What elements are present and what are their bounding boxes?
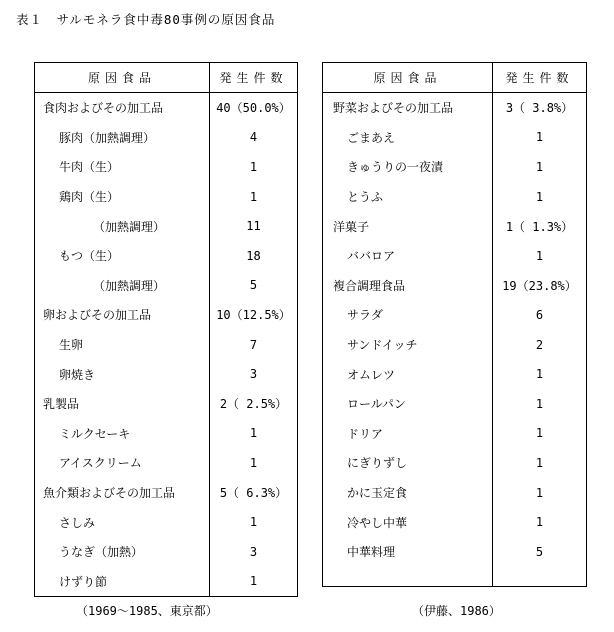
table-row (323, 478, 587, 508)
table-row (323, 507, 587, 537)
left-count-cell: 3 (210, 359, 298, 389)
left-food-cell: 卵焼き (35, 359, 210, 389)
right-count-cell: 5 (493, 537, 587, 567)
right-count-cell: 1 (493, 419, 587, 449)
right-count-cell: 1 (493, 359, 587, 389)
left-food-cell: 牛肉（生） (35, 152, 210, 182)
right-table (322, 62, 587, 587)
table-row (323, 152, 587, 182)
right-header-count: 発生件数 (493, 63, 587, 93)
left-table (34, 62, 298, 597)
left-count-cell: 7 (210, 330, 298, 360)
left-count-cell: 18 (210, 241, 298, 271)
right-food-cell: 洋菓子 (323, 211, 493, 241)
right-food-cell: にぎりずし (323, 448, 493, 478)
left-count-cell: 40（50.0%） (210, 93, 298, 123)
table-row (35, 211, 298, 241)
right-food-cell: ドリア (323, 419, 493, 449)
table-row (323, 359, 587, 389)
right-food-cell: とうふ (323, 182, 493, 212)
right-food-cell: 野菜およびその加工品 (323, 93, 493, 123)
table-row (35, 93, 298, 123)
table-row (323, 211, 587, 241)
table-row (35, 448, 298, 478)
table-row (35, 271, 298, 301)
left-count-cell: 1 (210, 507, 298, 537)
left-count-cell: 5（ 6.3%） (210, 478, 298, 508)
left-food-cell: 豚肉（加熱調理） (35, 123, 210, 153)
empty-cell (493, 567, 587, 587)
left-food-cell: 生卵 (35, 330, 210, 360)
right-table-body (323, 93, 587, 587)
right-count-cell: 1 (493, 241, 587, 271)
left-food-cell: 乳製品 (35, 389, 210, 419)
source-period-note: （1969～1985、東京都） (76, 604, 218, 618)
left-count-cell: 1 (210, 448, 298, 478)
table-row (323, 93, 587, 123)
right-food-cell: 複合調理食品 (323, 271, 493, 301)
right-count-cell: 2 (493, 330, 587, 360)
left-count-cell: 2（ 2.5%） (210, 389, 298, 419)
table-row (35, 330, 298, 360)
left-food-cell: （加熱調理） (35, 211, 210, 241)
right-count-cell: 19（23.8%） (493, 271, 587, 301)
right-food-cell: ごまあえ (323, 123, 493, 153)
left-header-count: 発生件数 (210, 63, 298, 93)
table-title: 表１ サルモネラ食中毒80事例の原因食品 (16, 12, 276, 27)
left-count-cell: 1 (210, 182, 298, 212)
right-count-cell: 1 (493, 389, 587, 419)
table-row (35, 507, 298, 537)
right-count-cell: 3（ 3.8%） (493, 93, 587, 123)
table-row (323, 537, 587, 567)
right-count-cell: 1 (493, 123, 587, 153)
table-row (35, 152, 298, 182)
left-food-cell: 鶏肉（生） (35, 182, 210, 212)
right-count-cell: 1 (493, 182, 587, 212)
table-row (323, 241, 587, 271)
right-food-cell: ロールパン (323, 389, 493, 419)
table-row (323, 389, 587, 419)
right-count-cell: 1 (493, 152, 587, 182)
left-food-cell: 卵およびその加工品 (35, 300, 210, 330)
table-row (323, 300, 587, 330)
empty-row (323, 567, 587, 587)
right-header-food: 原因食品 (323, 63, 493, 93)
table-row (323, 448, 587, 478)
right-count-cell: 1 (493, 507, 587, 537)
right-count-cell: 6 (493, 300, 587, 330)
table-row (323, 182, 587, 212)
left-count-cell: 11 (210, 211, 298, 241)
right-food-cell: かに玉定食 (323, 478, 493, 508)
right-food-cell: オムレツ (323, 359, 493, 389)
left-count-cell: 1 (210, 567, 298, 597)
left-food-cell: もつ（生） (35, 241, 210, 271)
left-count-cell: 1 (210, 419, 298, 449)
left-table-header-row (35, 63, 298, 93)
table-row (323, 419, 587, 449)
left-food-cell: アイスクリーム (35, 448, 210, 478)
left-count-cell: 3 (210, 537, 298, 567)
left-food-cell: けずり節 (35, 567, 210, 597)
empty-cell (323, 567, 493, 587)
table-row (35, 123, 298, 153)
left-food-cell: 魚介類およびその加工品 (35, 478, 210, 508)
table-row (35, 567, 298, 597)
table-row (35, 389, 298, 419)
table-row (35, 182, 298, 212)
left-count-cell: 4 (210, 123, 298, 153)
table-row (35, 419, 298, 449)
left-header-food: 原因食品 (35, 63, 210, 93)
right-food-cell: ババロア (323, 241, 493, 271)
citation-note: （伊藤、1986） (412, 604, 501, 618)
right-table-header-row (323, 63, 587, 93)
left-food-cell: さしみ (35, 507, 210, 537)
table-row (35, 359, 298, 389)
left-food-cell: （加熱調理） (35, 271, 210, 301)
left-food-cell: ミルクセーキ (35, 419, 210, 449)
right-count-cell: 1 (493, 478, 587, 508)
left-count-cell: 1 (210, 152, 298, 182)
table-row (35, 537, 298, 567)
right-count-cell: 1（ 1.3%） (493, 211, 587, 241)
right-food-cell: きゅうりの一夜漬 (323, 152, 493, 182)
left-count-cell: 10（12.5%） (210, 300, 298, 330)
table-row (35, 478, 298, 508)
right-food-cell: サンドイッチ (323, 330, 493, 360)
left-food-cell: うなぎ（加熱） (35, 537, 210, 567)
table-row (323, 330, 587, 360)
right-count-cell: 1 (493, 448, 587, 478)
left-count-cell: 5 (210, 271, 298, 301)
table-row (35, 241, 298, 271)
right-food-cell: 冷やし中華 (323, 507, 493, 537)
table-row (35, 300, 298, 330)
table-row (323, 271, 587, 301)
right-food-cell: 中華料理 (323, 537, 493, 567)
table-row (323, 123, 587, 153)
left-food-cell: 食肉およびその加工品 (35, 93, 210, 123)
right-food-cell: サラダ (323, 300, 493, 330)
left-table-body (35, 93, 298, 597)
